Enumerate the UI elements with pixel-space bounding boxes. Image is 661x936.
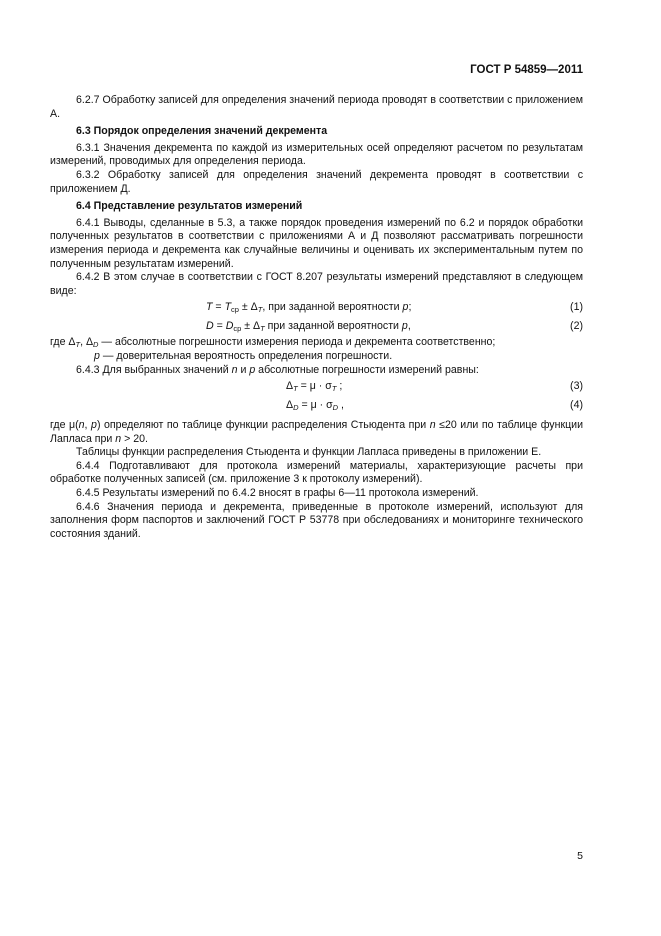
- paragraph-tables: Таблицы функции распределения Стьюдента и функции Лапласа приведены в приложении Е.: [76, 446, 542, 459]
- formula-3: [50, 377, 583, 396]
- page-number: 5: [577, 850, 583, 862]
- formula-1-expression: $T = T_{ср} \pm \Delta_T$, при заданной вероятности p;: [206, 301, 412, 315]
- formula-4-expression: $\Delta_D = \mu \cdot \sigma_D$ ,: [286, 399, 344, 413]
- where-probability: p — доверительная вероятность определения погрешности.: [94, 349, 393, 362]
- paragraph-6-4-5: 6.4.5 Результаты измерений по 6.4.2 вносят в графы 6—11 протокола измерений.: [76, 487, 479, 500]
- heading-6-4: 6.4 Представление результатов измерений: [76, 200, 303, 213]
- formula-3-expression: $\Delta_T = \mu \cdot \sigma_T$ ;: [286, 380, 343, 394]
- formula-2-expression: $D = D_{ср} \pm \Delta_T$ при заданной вероятности p,: [206, 320, 411, 334]
- paragraph-6-4-2: 6.4.2 В этом случае в соответствии с ГОСТ 8.207 результаты измерений представляют в следующем виде:: [50, 271, 583, 297]
- formula-4: [50, 396, 583, 415]
- paragraph-6-4-3: 6.4.3 Для выбранных значений n и p абсолютные погрешности измерений равны:: [76, 363, 479, 376]
- standard-header: ГОСТ Р 54859—2011: [470, 64, 583, 76]
- formula-3-number: (3): [570, 380, 583, 393]
- formula-2: [50, 317, 583, 336]
- paragraph-6-3-2: 6.3.2 Обработку записей для определения значений декремента проводят в соответствии с приложением Д.: [50, 168, 583, 195]
- paragraph-6-4-4: 6.4.4 Подготавливают для протокола измерений материалы, характеризующие расчеты при обработке полученных записей (см. приложение 3 к протоколу измерений).: [50, 459, 583, 486]
- paragraph-6-2-7: 6.2.7 Обработку записей для определения значений периода проводят в соответствии с приложением А.: [50, 94, 583, 120]
- paragraph-6-4-1: 6.4.1 Выводы, сделанные в 5.3, а также порядок проведения измерений по 6.2 и порядок обработки полученных результатов в соответствии с приложениями А и Д позволяют рассматривать погрешности измерения периода и декремента как случайные величины и оценивать их экспериментальным путем по полученным результатам измерений.: [50, 216, 583, 270]
- heading-6-3: 6.3 Порядок определения значений декремента: [76, 125, 328, 138]
- document-body: [50, 94, 583, 541]
- paragraph-6-4-6: 6.4.6 Значения периода и декремента, приведенные в протоколе измерений, используют для заполнения форм паспортов и заключений ГОСТ Р 53778 при обследованиях и мониторинге технического состояния зданий.: [50, 500, 583, 540]
- formula-2-number: (2): [570, 320, 583, 333]
- where-deltas: где $\Delta_T$, $\Delta_D$ — абсолютные погрешности измерения периода и декремента соответственно;: [50, 336, 496, 350]
- formula-1: [50, 298, 583, 317]
- formula-1-number: (1): [570, 301, 583, 314]
- paragraph-6-3-1: 6.3.1 Значения декремента по каждой из измерительных осей определяют расчетом по результатам измерений, проводимых для определения периода.: [50, 141, 583, 168]
- where-mu: где μ(n, p) определяют по таблице функции распределения Стьюдента при n ≤20 или по таблице функции Лапласа при n > 20.: [50, 419, 583, 445]
- formula-4-number: (4): [570, 399, 583, 412]
